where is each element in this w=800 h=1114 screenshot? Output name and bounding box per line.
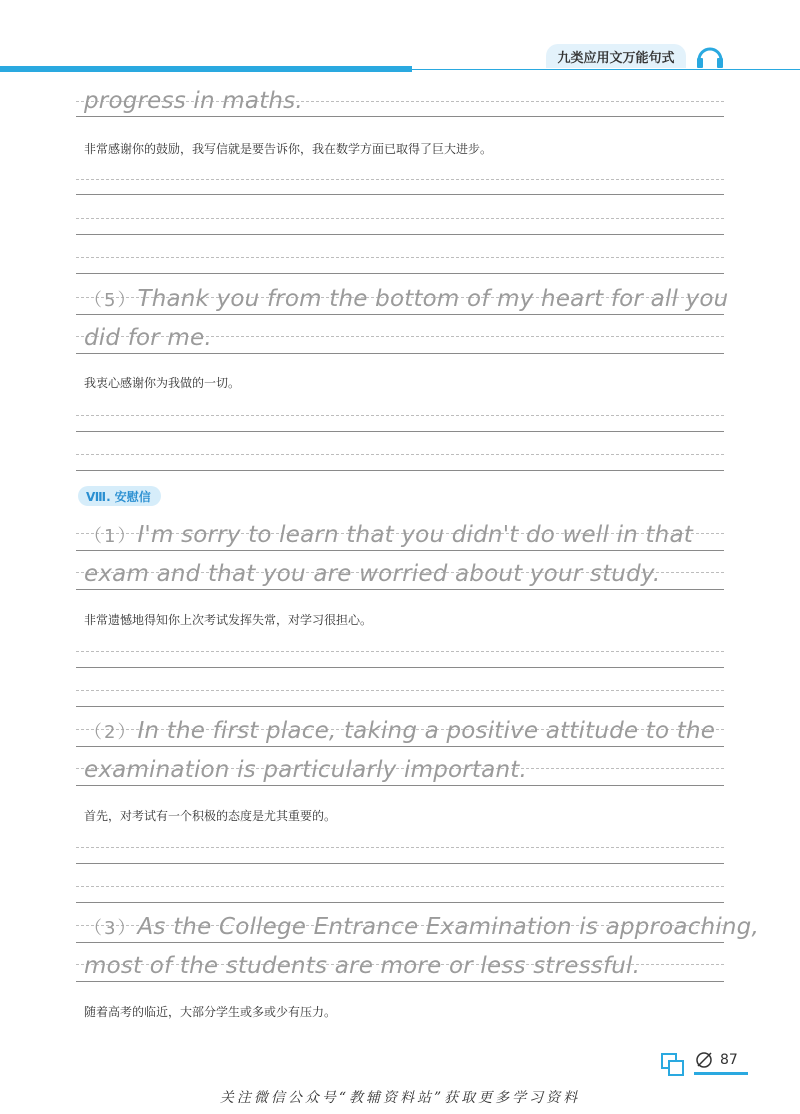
chinese-translation: 我衷心感谢你为我做的一切。: [84, 376, 241, 390]
english-trace-line: examination is particularly important.: [84, 757, 527, 783]
footer-note: 关注微信公众号“教辅资料站”获取更多学习资料: [219, 1090, 581, 1106]
header-rule: [412, 69, 800, 70]
pen-icon: [694, 1050, 714, 1070]
chinese-translation: 非常感谢你的鼓励，我写信就是要告诉你，我在数学方面已取得了巨大进步。: [84, 142, 493, 156]
english-trace-line: （1）I'm sorry to learn that you didn't do well in that: [84, 522, 693, 548]
page-number: 87: [720, 1052, 738, 1068]
chinese-translation: 随着高考的临近，大部分学生或多或少有压力。: [84, 1005, 337, 1019]
english-trace-line: progress in maths.: [84, 88, 303, 114]
chinese-translation: 首先，对考试有一个积极的态度是尤其重要的。: [84, 809, 337, 823]
english-trace-line: most of the students are more or less stressful.: [84, 953, 641, 979]
chapter-title: 九类应用文万能句式: [546, 44, 686, 68]
english-trace-line: （2）In the first place, taking a positive attitude to the: [84, 718, 716, 744]
header-accent-bar: [0, 66, 412, 72]
chinese-translation: 非常遗憾地得知你上次考试发挥失常，对学习很担心。: [84, 613, 373, 627]
headphone-icon: [694, 40, 726, 70]
english-trace-line: did for me.: [84, 325, 212, 351]
english-trace-line: （3）As the College Entrance Examination is approaching,: [84, 914, 759, 940]
english-trace-line: （5）Thank you from the bottom of my heart for all you: [84, 286, 729, 312]
copy-icon: [660, 1052, 686, 1078]
section-badge: Ⅷ. 安慰信: [78, 486, 161, 506]
page-number-underline: [694, 1072, 748, 1075]
english-trace-line: exam and that you are worried about your study.: [84, 561, 661, 587]
